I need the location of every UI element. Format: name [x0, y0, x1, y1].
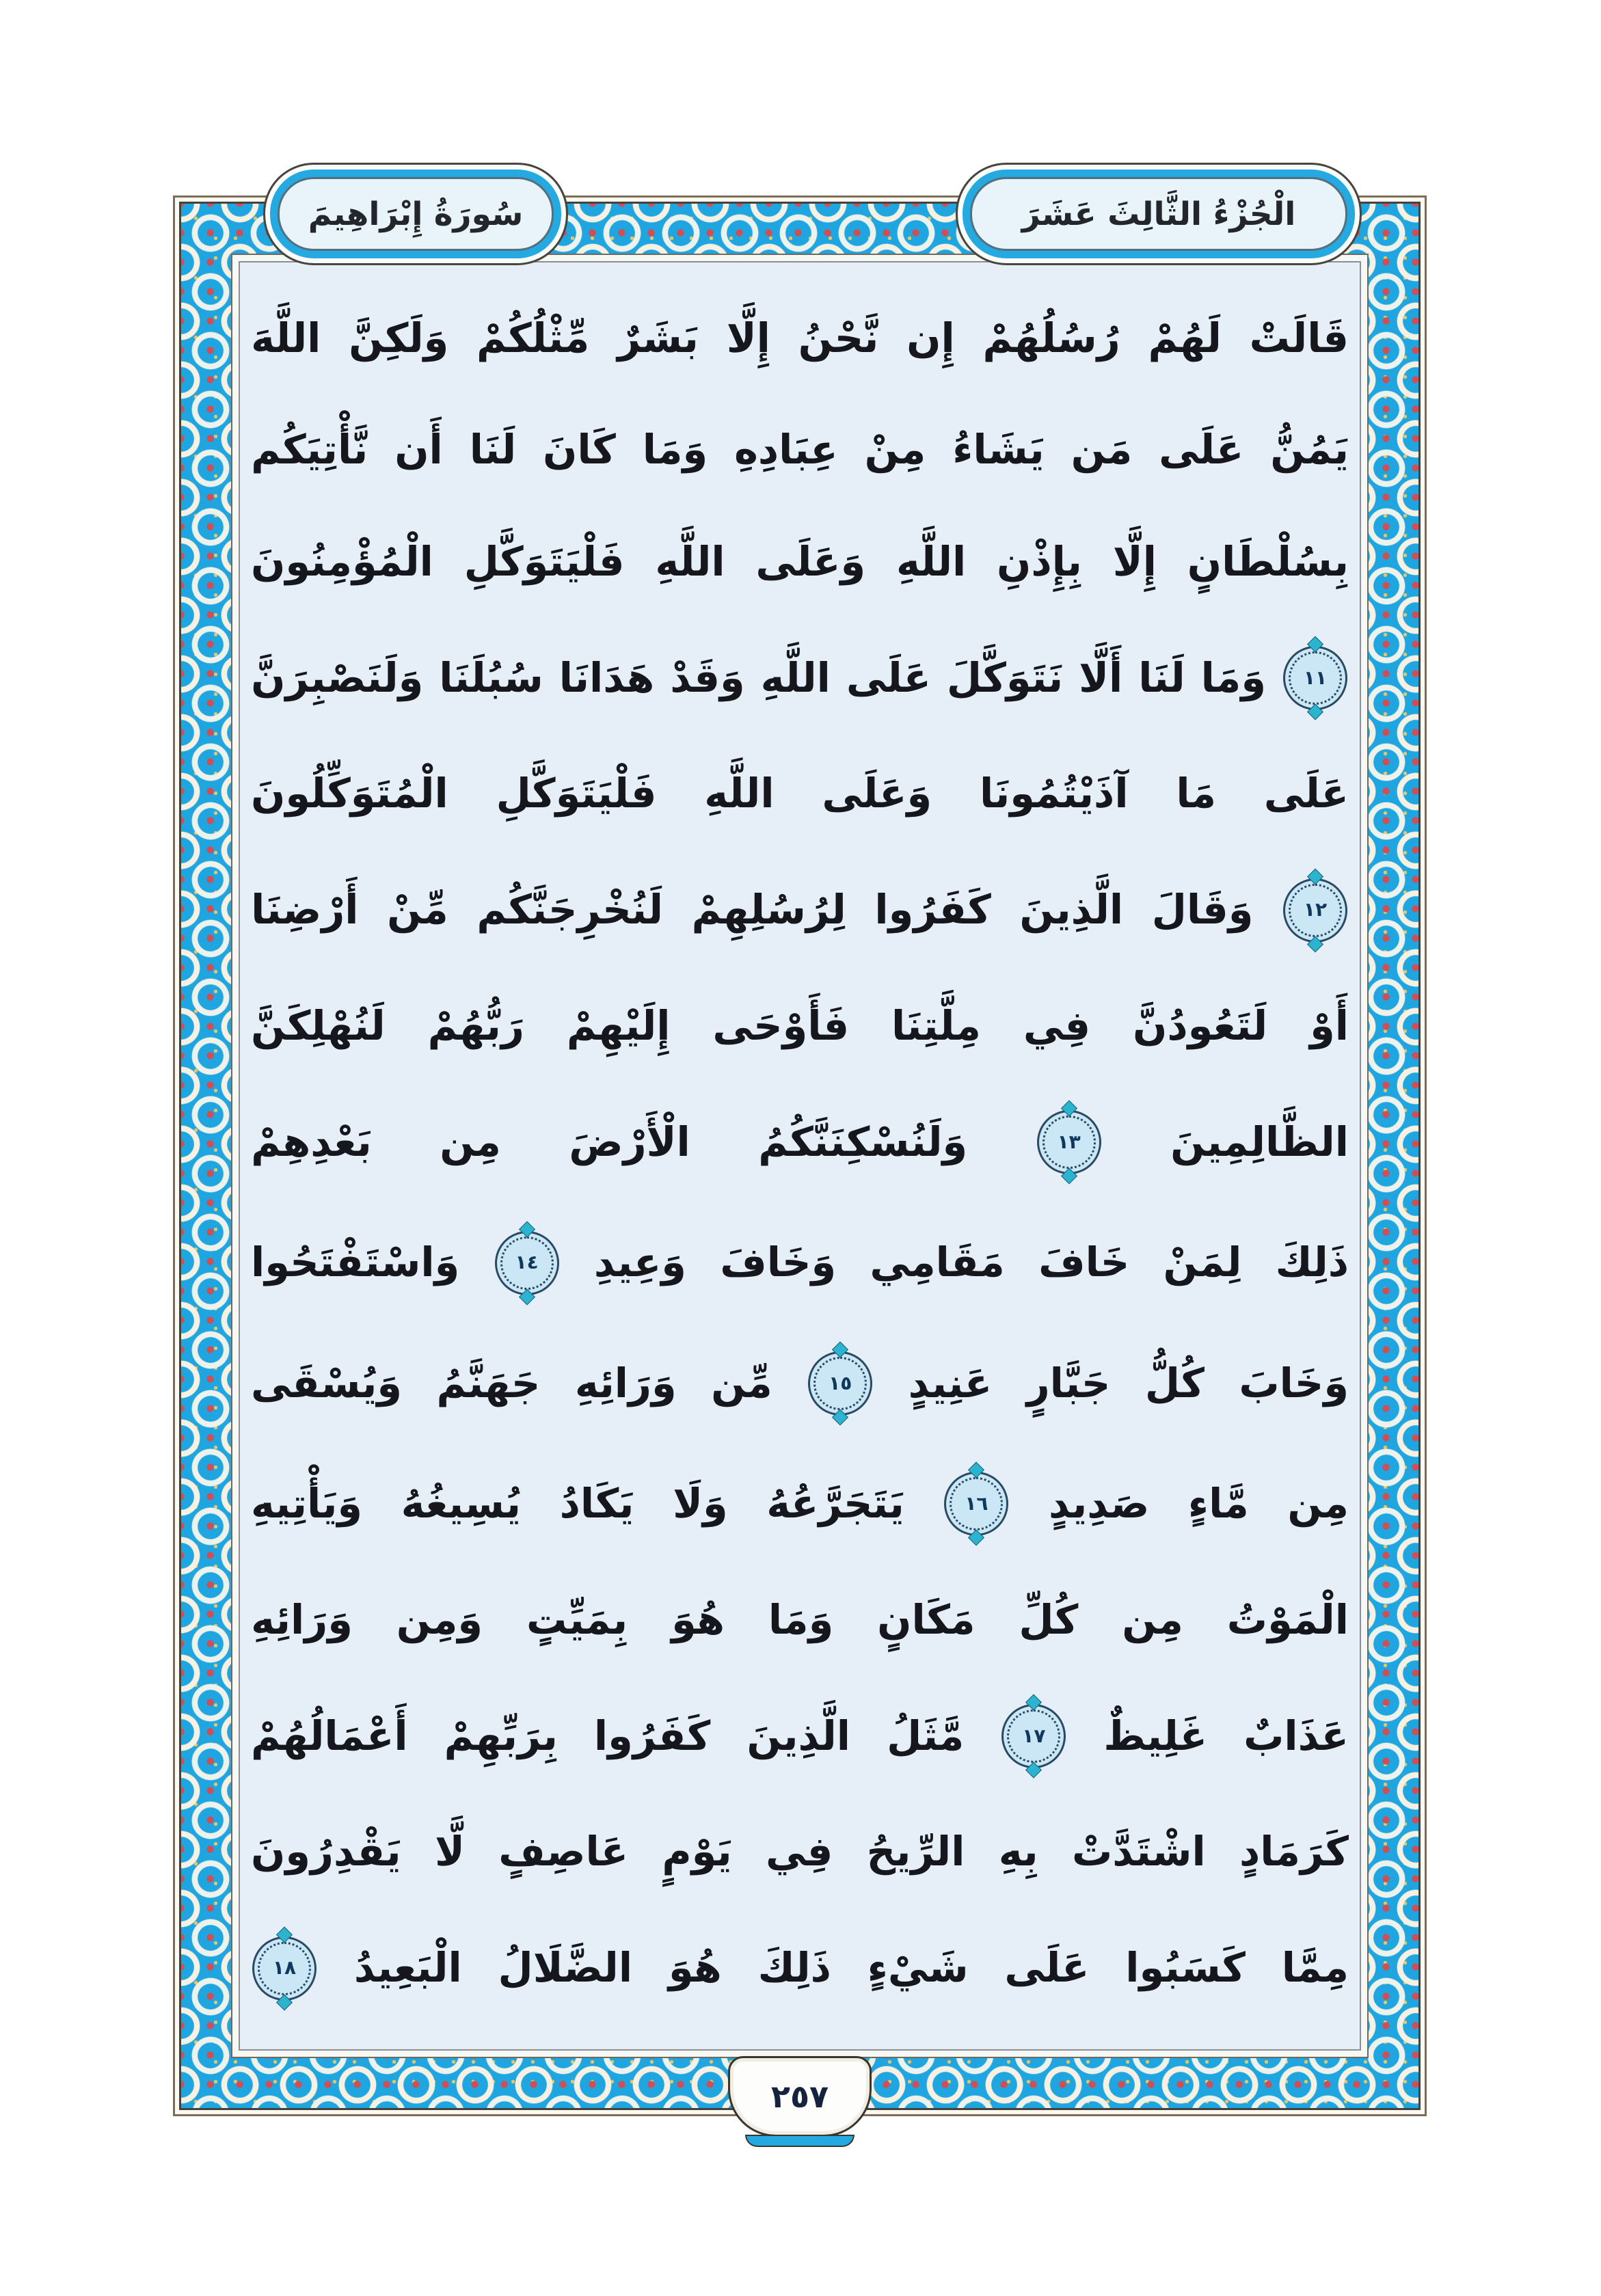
word: فِي — [1023, 1002, 1091, 1049]
word: الْبَعِيدُ — [353, 1944, 462, 1992]
word: بِرَبِّهِمْ — [444, 1712, 558, 1759]
word: وَقَدْ — [670, 653, 745, 701]
word: شَيْءٍ — [867, 1944, 969, 1992]
word: مَقَامِي — [870, 1239, 1005, 1286]
word: وَمَا — [768, 1595, 834, 1643]
word: عَاصِفٍ — [498, 1828, 629, 1876]
word: إِلَّا — [726, 314, 770, 362]
word: قَالَتْ — [1249, 314, 1349, 362]
word: كُلُّ — [1144, 1359, 1205, 1407]
ayah-number-marker: ١٣ — [1042, 1116, 1096, 1169]
word: اللَّهِ — [896, 537, 967, 585]
word: جَبَّارٍ — [1026, 1359, 1111, 1407]
word: رُسُلُهُمْ — [982, 314, 1120, 362]
quran-text-line — [251, 772, 1349, 816]
word: وَلَنُسْكِنَنَّكُمُ — [758, 1118, 968, 1165]
ayah-number-marker: ١٥ — [813, 1357, 867, 1410]
quran-text-line — [251, 1942, 1349, 1995]
juz-title-label: الْجُزْءُ الثَّالِثَ عَشَرَ — [1021, 195, 1296, 233]
word: كَفَرُوا — [874, 886, 991, 934]
page-number-badge — [728, 2056, 872, 2137]
word: لَنَا — [1138, 653, 1185, 701]
word: مِنْ — [864, 426, 926, 474]
word: وَخَابَ — [1239, 1359, 1349, 1407]
word: اللَّهِ — [655, 537, 725, 585]
word: لِرُسُلِهِمْ — [691, 886, 846, 934]
word: بَعْدِهِمْ — [251, 1118, 372, 1165]
quran-text-line — [251, 428, 1349, 472]
word: الرِّيحُ — [866, 1828, 965, 1876]
word: وَعِيدِ — [593, 1239, 686, 1286]
word: هُوَ — [671, 1595, 725, 1643]
word: إِلَّا — [1112, 537, 1157, 585]
word: عِبَادِهِ — [734, 426, 838, 474]
word: مِن — [1287, 1479, 1349, 1527]
quran-text-line — [251, 1710, 1349, 1763]
word: عَلَى — [1004, 1944, 1090, 1992]
word: مَا — [1176, 770, 1217, 818]
word: لَّا — [435, 1828, 465, 1876]
word: فَلْيَتَوَكَّلِ — [496, 770, 657, 818]
quran-text-line — [251, 1830, 1349, 1874]
word: غَلِيظٌ — [1103, 1712, 1208, 1759]
word: جَهَنَّمُ — [436, 1359, 541, 1407]
word: مِّنْ — [387, 886, 448, 934]
word: أَعْمَالُهُمْ — [251, 1712, 408, 1759]
word: مِلَّتِنَا — [891, 1002, 981, 1049]
word: الْمَوْتُ — [1226, 1595, 1349, 1643]
ayah-number-marker: ١٨ — [258, 1942, 311, 1995]
word: بِمَيِّتٍ — [526, 1595, 628, 1643]
word: نَتَوَكَّلَ — [946, 653, 1064, 701]
word: وَخَافَ — [720, 1239, 837, 1286]
word: إِن — [906, 314, 955, 362]
word: أَن — [394, 426, 443, 474]
word: لَتَعُودُنَّ — [1133, 1002, 1268, 1049]
word: اشْتَدَّتْ — [1072, 1828, 1206, 1876]
word: فَلْيَتَوَكَّلِ — [463, 537, 625, 585]
word: عَلَى — [846, 653, 931, 701]
juz-title-cartouche — [956, 163, 1362, 265]
ayah-number-marker: ١٤ — [500, 1237, 554, 1290]
word: مَّاءٍ — [1187, 1479, 1249, 1527]
word: مِّن — [711, 1359, 772, 1407]
word: وَعَلَى — [755, 537, 866, 585]
word: كُلِّ — [1019, 1595, 1079, 1643]
word: أَوْ — [1310, 1002, 1349, 1049]
word: وَاسْتَفْتَحُوا — [251, 1239, 460, 1286]
word: وَلَا — [673, 1479, 728, 1527]
ayah-number-marker: ١١ — [1289, 651, 1342, 705]
word: نَّأْتِيَكُم — [251, 426, 368, 474]
word: فِي — [766, 1828, 833, 1876]
ayah-number-marker: ١٧ — [1007, 1710, 1060, 1763]
word: ذَلِكَ — [1275, 1239, 1349, 1286]
decorative-border-frame — [173, 195, 1427, 2116]
word: يُسِيغُهُ — [401, 1479, 521, 1527]
quran-text-line — [251, 537, 1349, 585]
word: وَيُسْقَى — [251, 1359, 403, 1407]
word: أَرْضِنَا — [251, 886, 359, 934]
word: مَن — [1071, 426, 1133, 474]
word: كَفَرُوا — [593, 1712, 711, 1759]
word: وَقَالَ — [1151, 886, 1254, 934]
quran-text-line — [251, 1004, 1349, 1049]
word: كَانَ — [543, 426, 616, 474]
word: الْأَرْضَ — [569, 1118, 690, 1165]
quran-text-line — [251, 316, 1349, 361]
word: ذَلِكَ — [757, 1944, 831, 1992]
word: الضَّلَالُ — [498, 1944, 633, 1992]
word: خَافَ — [1038, 1239, 1130, 1286]
word: إِلَيْهِمْ — [566, 1002, 671, 1049]
word: وَرَائِهِ — [251, 1595, 353, 1643]
word: نَّحْنُ — [798, 314, 879, 362]
word: كَرَمَادٍ — [1239, 1828, 1349, 1876]
word: عَلَى — [1159, 426, 1244, 474]
ayah-number-marker: ١٢ — [1289, 884, 1342, 937]
word: سُبُلَنَا — [439, 653, 543, 701]
word: لَنُهْلِكَنَّ — [251, 1002, 386, 1049]
word: وَمِن — [396, 1595, 483, 1643]
word: مَّثَلُ — [887, 1712, 965, 1759]
word: الظَّالِمِينَ — [1170, 1118, 1349, 1165]
word: الَّذِينَ — [1019, 886, 1124, 934]
quran-text-line — [251, 1237, 1349, 1290]
word: يَوْمٍ — [662, 1828, 732, 1876]
word: صَدِيدٍ — [1049, 1479, 1150, 1527]
surah-title-label: سُورَةُ إِبْرَاهِيمَ — [308, 195, 524, 233]
word: اللَّهِ — [760, 653, 831, 701]
word: بِسُلْطَانٍ — [1187, 537, 1349, 585]
word: وَلَكِنَّ — [349, 314, 449, 362]
quran-text-area — [239, 261, 1361, 2051]
word: رَبُّهُمْ — [427, 1002, 524, 1049]
word: لَنَا — [469, 426, 517, 474]
ornamental-band — [179, 202, 1421, 2110]
surah-title-cartouche — [263, 163, 568, 265]
word: مَكَانٍ — [877, 1595, 976, 1643]
word: بَشَرٌ — [617, 314, 699, 362]
word: مِن — [1122, 1595, 1183, 1643]
word: آذَيْتُمُونَا — [979, 770, 1129, 818]
word: كَسَبُوا — [1125, 1944, 1246, 1992]
word: الَّذِينَ — [746, 1712, 851, 1759]
word: وَمَا — [642, 426, 708, 474]
word: مِن — [440, 1118, 501, 1165]
quran-text-line — [251, 1116, 1349, 1169]
word: لِمَنْ — [1163, 1239, 1242, 1286]
word: بِهِ — [998, 1828, 1038, 1876]
word: عَذَابٌ — [1243, 1712, 1349, 1759]
word: الْمُؤْمِنُونَ — [251, 537, 433, 585]
word: أَلَّا — [1079, 653, 1123, 701]
word: لَنُخْرِجَنَّكُم — [476, 886, 664, 934]
word: بِإِذْنِ — [997, 537, 1082, 585]
word: هُوَ — [668, 1944, 722, 1992]
quran-text-line — [251, 1595, 1349, 1643]
word: يَقْدِرُونَ — [251, 1828, 401, 1876]
word: لَهُمْ — [1148, 314, 1222, 362]
word: عَلَى — [1263, 770, 1349, 818]
word: مِمَّا — [1281, 1944, 1349, 1992]
word: وَلَنَصْبِرَنَّ — [251, 653, 424, 701]
word: يَمُنُّ — [1270, 426, 1349, 474]
word: وَعَلَى — [822, 770, 932, 818]
word: الْمُتَوَكِّلُونَ — [251, 770, 448, 818]
word: هَدَانَا — [559, 653, 655, 701]
word: اللَّهَ — [251, 314, 321, 362]
word: وَيَأْتِيهِ — [251, 1479, 363, 1527]
quran-text-line — [251, 1357, 1349, 1410]
word: وَرَائِهِ — [574, 1359, 677, 1407]
word: عَنِيدٍ — [908, 1359, 993, 1407]
ayah-number-marker: ١٦ — [950, 1477, 1003, 1530]
page-number-label: ٢٥٧ — [770, 2078, 829, 2115]
quran-text-line — [251, 884, 1349, 937]
word: اللَّهِ — [704, 770, 775, 818]
quran-text-line — [251, 1477, 1349, 1530]
word: فَأَوْحَى — [712, 1002, 850, 1049]
word: مِّثْلُكُمْ — [476, 314, 590, 362]
quran-text-line — [251, 651, 1349, 705]
word: يَكَادُ — [559, 1479, 634, 1527]
word: يَشَاءُ — [952, 426, 1045, 474]
word: يَتَجَرَّعُهُ — [766, 1479, 904, 1527]
word: وَمَا — [1200, 653, 1267, 701]
